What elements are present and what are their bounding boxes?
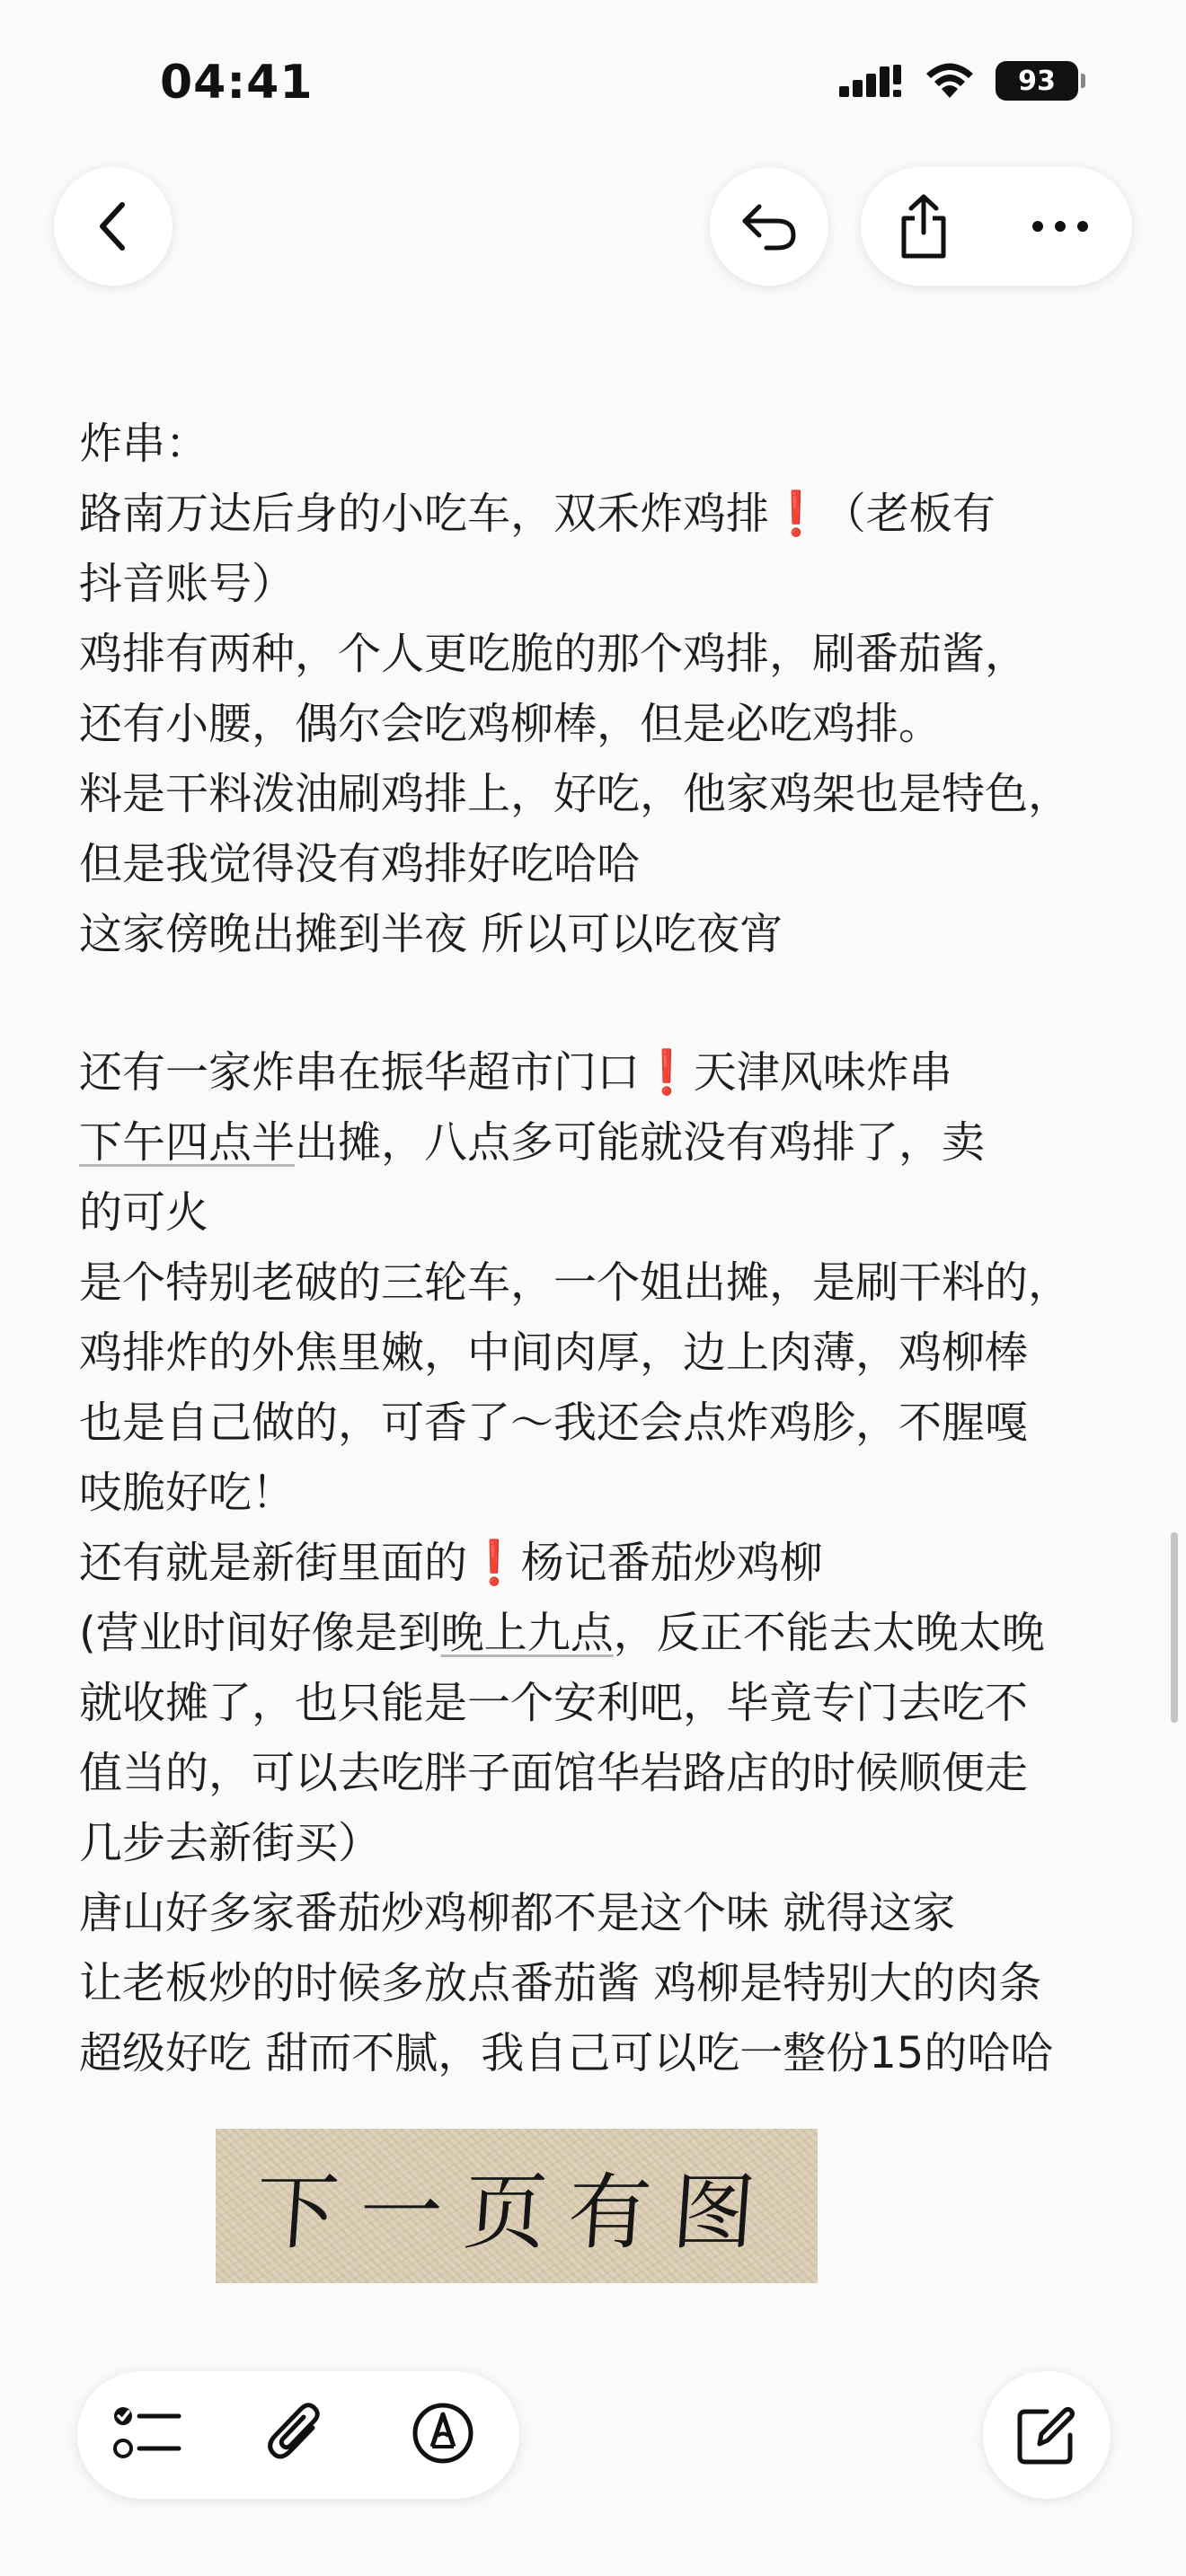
note-line: 路南万达后身的小吃车，双禾炸鸡排❗（老板有 (79, 489, 996, 539)
note-line: 就收摊了，也只能是一个安利吧，毕竟专门去吃不 (79, 1678, 1029, 1728)
exclamation-mark-icon: ❗ (769, 489, 823, 539)
note-line: 超级好吃 甜而不腻，我自己可以吃一整份15的哈哈 (79, 2028, 1054, 2078)
note-line: 唐山好多家番茄炒鸡柳都不是这个味 就得这家 (79, 1888, 956, 1938)
note-line: 鸡排有两种，个人更吃脆的那个鸡排，刷番茄酱， (79, 629, 1029, 679)
attachment-button[interactable] (257, 2396, 334, 2474)
markup-button[interactable] (404, 2396, 482, 2474)
undo-icon (739, 201, 799, 251)
note-line: 但是我觉得没有鸡排好吃哈哈 (79, 839, 641, 889)
note-line: 吱脆好吃！ (79, 1468, 296, 1518)
note-line: 这家傍晚出摊到半夜 所以可以吃夜宵 (79, 909, 783, 959)
note-line: 几步去新街买） (79, 1818, 382, 1868)
undo-button[interactable] (710, 167, 828, 286)
note-line: 还有一家炸串在振华超市门口❗天津风味炸串 (79, 1047, 952, 1098)
share-icon (897, 193, 951, 260)
pen-circle-icon (412, 2402, 474, 2468)
handwritten-sticker-image[interactable] (216, 2129, 818, 2283)
note-line: 还有小腰，偶尔会吃鸡柳棒，但是必吃鸡排。 (79, 699, 943, 749)
chevron-left-icon (95, 199, 131, 253)
note-line: 也是自己做的，可香了～我还会点炸鸡胗，不腥嘎 (79, 1398, 1029, 1448)
more-button[interactable] (1013, 180, 1107, 273)
status-icons (839, 61, 1078, 101)
battery-level: 93 (1018, 65, 1056, 97)
note-line: 是个特别老破的三轮车，一个姐出摊，是刷干料的， (79, 1257, 1072, 1308)
detected-time-link[interactable]: 晚上九点 (440, 1608, 614, 1658)
share-button[interactable] (877, 180, 970, 273)
note-line: 下午四点半出摊，八点多可能就没有鸡排了，卖 (79, 1117, 986, 1168)
note-line: 让老板炒的时候多放点番茄酱 鸡柳是特别大的肉条 (79, 1958, 1042, 2008)
checklist-icon (112, 2404, 182, 2466)
note-line: 炸串： (79, 419, 209, 469)
battery-tip (1081, 74, 1085, 88)
battery-indicator (996, 61, 1078, 101)
ellipsis-icon (1031, 220, 1089, 233)
compose-button[interactable] (983, 2371, 1111, 2499)
bottom-toolbar (77, 2371, 519, 2499)
status-time: 04:41 (160, 56, 314, 110)
share-more-group (861, 167, 1132, 286)
detected-time-link[interactable]: 下午四点半 (79, 1117, 296, 1168)
note-line: 还有就是新街里面的❗杨记番茄炒鸡柳 (79, 1538, 823, 1588)
note-line: 鸡排炸的外焦里嫩，中间肉厚，边上肉薄，鸡柳棒 (79, 1328, 1029, 1378)
back-button[interactable] (54, 167, 173, 286)
note-line: 的可火 (79, 1187, 209, 1238)
exclamation-mark-icon: ❗ (467, 1538, 521, 1588)
compose-icon (1016, 2404, 1077, 2466)
wifi-icon (924, 62, 976, 100)
note-line: (营业时间好像是到晚上九点，反正不能去太晚太晚 (79, 1608, 1045, 1658)
cellular-signal-icon (839, 63, 904, 99)
note-line: 抖音账号） (79, 559, 296, 609)
note-line: 值当的，可以去吃胖子面馆华岩路店的时候顺便走 (79, 1748, 1029, 1798)
exclamation-mark-icon: ❗ (640, 1047, 694, 1098)
sticker-text: 下一页有图 (252, 2165, 781, 2261)
paperclip-icon (266, 2401, 325, 2469)
checklist-button[interactable] (109, 2396, 186, 2474)
note-line: 料是干料泼油刷鸡排上，好吃，他家鸡架也是特色， (79, 769, 1072, 819)
scroll-indicator[interactable] (1171, 1532, 1178, 1723)
status-bar (0, 0, 1186, 171)
